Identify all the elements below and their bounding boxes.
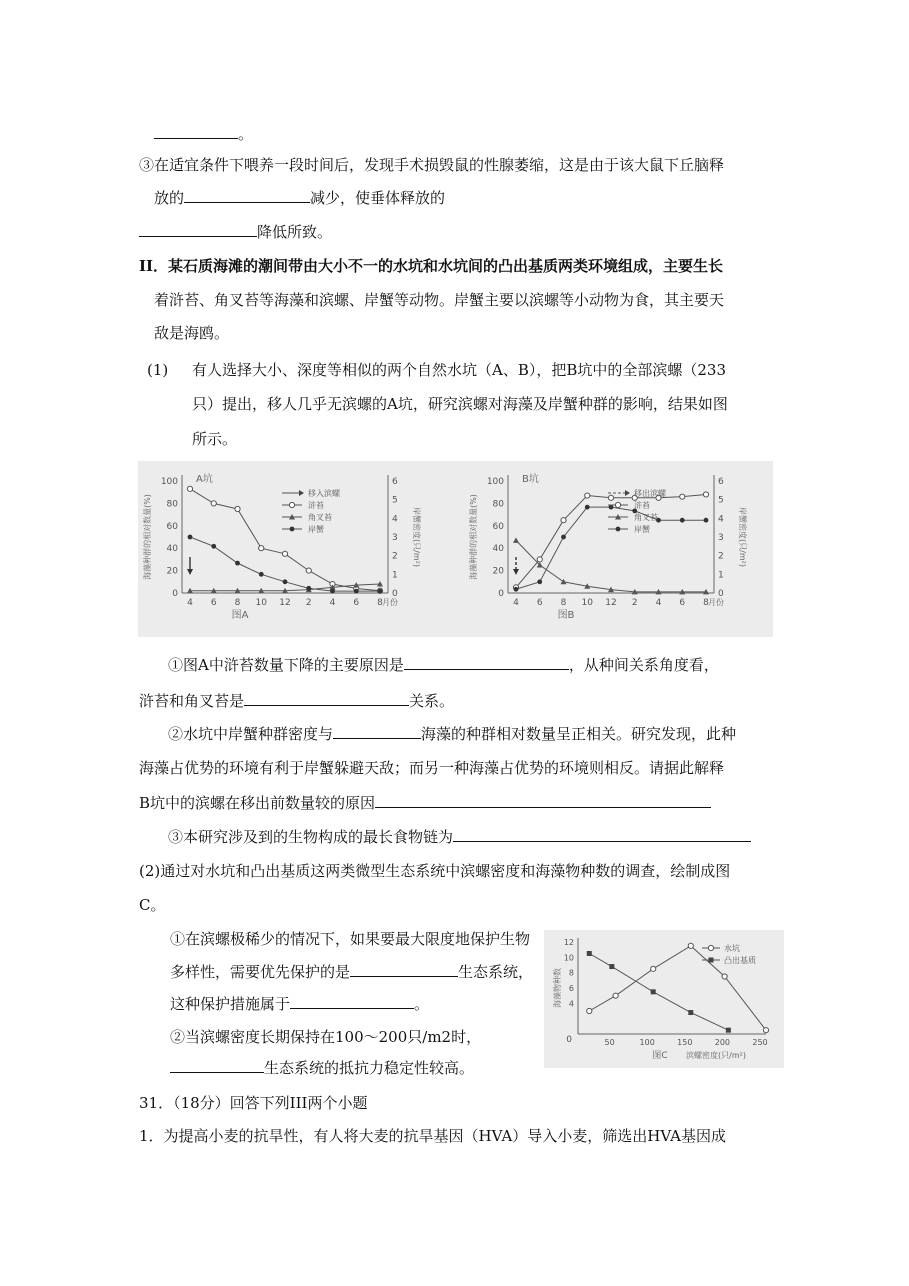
x-tick-label: 2: [305, 598, 312, 608]
legend-label: 移出滨螺: [634, 489, 666, 498]
x-tick-label: 250: [752, 1038, 768, 1047]
text: 降低所致。: [257, 223, 333, 241]
y-right-tick-label: 4: [718, 514, 724, 525]
legend-arrow: [625, 490, 630, 496]
legend-label: 浒苔: [308, 501, 324, 510]
x-unit-label: 月份: [708, 598, 724, 607]
line-q8: C。: [139, 896, 166, 914]
data-point: [704, 518, 709, 523]
data-point: [585, 493, 590, 498]
y-axis-label: 海藻物种数: [553, 968, 562, 1008]
y-tick-label: 10: [563, 953, 574, 963]
text: 浒苔和角叉苔是: [139, 692, 245, 710]
data-point: [680, 518, 685, 523]
y-right-tick-label: 1: [392, 570, 398, 581]
text: 放的: [154, 189, 185, 207]
text: 减少，使垂体释放的: [310, 189, 446, 207]
arrow-head: [187, 569, 193, 575]
legend-marker: [708, 945, 713, 950]
data-point: [354, 589, 359, 594]
answer-blank[interactable]: [404, 655, 569, 670]
legend-label: 角叉苔: [308, 513, 332, 522]
x-tick-label: 10: [255, 598, 267, 608]
data-point: [608, 495, 613, 500]
line-5: 着浒苔、角叉苔等海藻和滨螺、岸蟹等动物。岸蟹主要以滨螺等小动物为食，其主要天: [154, 291, 725, 309]
c-line-3: [170, 994, 429, 1014]
x-tick-label: 4: [655, 598, 662, 608]
series-line: [516, 507, 706, 589]
legend-label: 凸出基质: [724, 956, 756, 965]
text: 关系。: [409, 692, 455, 710]
x-tick-label: 2: [631, 598, 638, 608]
x-unit-label: 月份: [382, 598, 398, 607]
x-tick-label: 50: [604, 1038, 615, 1047]
data-point: [235, 506, 240, 511]
answer-blank[interactable]: [350, 962, 458, 977]
y-right-axis-label: 岸蟹密度(只/m²): [412, 507, 421, 567]
c-line-2: [170, 962, 533, 982]
y-right-tick-label: 2: [392, 551, 398, 562]
data-point: [537, 579, 542, 584]
series-line: [516, 540, 706, 592]
figure-caption: 图B: [557, 610, 575, 621]
data-point: [537, 557, 542, 562]
y-right-tick-label: 4: [392, 514, 398, 525]
y-tick-label: 40: [166, 544, 178, 555]
legend-marker: [709, 958, 714, 963]
data-point: [609, 964, 614, 969]
legend-marker: [616, 527, 621, 532]
data-point: [680, 494, 685, 499]
y-right-tick-label: 3: [718, 533, 724, 543]
answer-blank[interactable]: [184, 188, 310, 203]
answer-blank[interactable]: [139, 222, 257, 237]
arrow-head: [513, 569, 519, 575]
answer-blank[interactable]: [244, 691, 409, 706]
answer-blank[interactable]: [453, 827, 751, 842]
data-point: [513, 537, 519, 543]
y-tick-label: 0: [172, 589, 178, 599]
line-q4: 海藻占优势的环境有利于岸蟹躲避天敌；而另一种海藻占优势的环境则相反。请据此解释: [139, 759, 725, 777]
line-3: [139, 222, 332, 242]
c-line-5: [170, 1058, 474, 1078]
series-line: [190, 489, 380, 591]
question-1: [168, 655, 719, 675]
text: 生态系统的抵抗力稳定性较高。: [264, 1059, 475, 1077]
y-tick-label: 100: [160, 477, 178, 487]
panel-title: B坑: [522, 474, 539, 485]
x-tick-label: 6: [353, 598, 360, 608]
x-tick-label: 200: [714, 1038, 731, 1047]
question-2b: [139, 793, 711, 813]
y-tick-label: 8: [568, 968, 574, 978]
x-axis-label: 滨螺密度(只/m²): [686, 1051, 746, 1060]
x-tick-label: 8: [377, 598, 383, 608]
answer-blank[interactable]: [375, 793, 711, 808]
panel-title: A坑: [196, 474, 213, 485]
data-point: [187, 486, 192, 491]
y-right-tick-label: 5: [392, 495, 398, 506]
data-point: [259, 572, 264, 577]
x-tick-label: 6: [536, 598, 543, 608]
data-point: [283, 579, 288, 584]
data-point: [763, 1028, 768, 1033]
data-point: [561, 579, 567, 585]
x-tick-label: 10: [581, 598, 593, 608]
chart-c-svg: [544, 930, 784, 1068]
y-tick-label: 0: [498, 589, 504, 599]
c-line-4: ②当滨螺密度长期保持在100～200只/m2时，: [170, 1028, 482, 1046]
line-0: [154, 124, 253, 144]
data-point: [235, 561, 240, 566]
legend-marker: [290, 527, 295, 532]
question-31: 31．（18分）回答下列III两个小题: [139, 1094, 368, 1112]
data-point: [378, 589, 383, 594]
x-tick-label: 4: [187, 598, 193, 608]
y-tick-label: 80: [166, 499, 178, 510]
y-tick-label: 12: [563, 938, 574, 947]
y-right-tick-label: 3: [392, 533, 398, 543]
y-tick-label: 60: [492, 521, 504, 532]
x-tick-label: 8: [560, 598, 567, 608]
text: ③本研究涉及到的生物构成的最长食物链为: [168, 828, 454, 846]
text: 这种保护措施属于: [170, 995, 291, 1013]
question-3: [168, 827, 751, 847]
data-point: [561, 518, 566, 523]
y-axis-label: 海藻种群的相对数量(%): [469, 494, 478, 580]
text: 海藻的种群相对数量呈正相关。研究发现，此种: [421, 725, 737, 743]
x-tick-label: 150: [677, 1038, 693, 1047]
chart-ab-svg: [138, 461, 773, 637]
legend-label: 岸蟹: [308, 525, 324, 534]
y-right-tick-label: 5: [718, 495, 724, 506]
legend-label: 移入滨螺: [308, 489, 340, 498]
text: ①图A中浒苔数量下降的主要原因是: [168, 656, 404, 674]
data-point: [211, 501, 216, 506]
data-point: [726, 1028, 731, 1033]
data-point: [306, 586, 311, 591]
text: 。: [414, 995, 430, 1013]
y-tick-label: 60: [166, 521, 178, 532]
line-6: 敌是海鸥。: [154, 324, 230, 342]
data-point: [587, 951, 592, 956]
x-tick-label: 100: [639, 1038, 655, 1047]
data-point: [282, 551, 287, 556]
x-tick-label: 12: [279, 598, 291, 608]
figure-caption: 图C: [652, 1051, 668, 1061]
y-tick-label: 100: [486, 477, 504, 487]
line-q7: (2)通过对水坑和凸出基质这两类微型生态系统中滨螺密度和海藻物种数的调查，绘制成图: [139, 862, 731, 880]
line-32: 1．为提高小麦的抗旱性，有人将大麦的抗旱基因（HVA）导入小麦，筛选出HVA基因成: [139, 1127, 727, 1145]
data-point: [703, 492, 708, 497]
data-point: [330, 589, 335, 594]
line-9: 所示。: [192, 430, 238, 448]
answer-blank[interactable]: [333, 724, 421, 739]
legend-arrow: [299, 490, 304, 496]
text: 。: [238, 125, 254, 143]
data-point: [561, 535, 566, 540]
line-1: ③在适宜条件下喂养一段时间后，发现手术损毁鼠的性腺萎缩，这是由于该大鼠下丘脑释: [139, 156, 725, 174]
figure-c: [544, 930, 784, 1068]
x-tick-label: 6: [210, 598, 217, 608]
y-right-tick-label: 0: [718, 589, 724, 599]
answer-blank[interactable]: [154, 124, 238, 139]
legend-label: 岸蟹: [634, 525, 650, 534]
y-right-tick-label: 1: [718, 570, 724, 581]
text: B坑中的滨螺在移出前数量较的原因: [139, 794, 376, 812]
y-right-tick-label: 0: [392, 589, 398, 599]
line-2: [154, 188, 445, 208]
figure-ab: [138, 461, 773, 637]
legend-marker: [289, 502, 294, 507]
data-point: [514, 587, 519, 592]
y-right-tick-label: 6: [718, 477, 724, 487]
data-point: [306, 568, 311, 573]
figure-caption: 图A: [231, 610, 249, 621]
text: ②水坑中岸蟹种群密度与: [168, 725, 334, 743]
y-right-tick-label: 6: [392, 477, 398, 487]
data-point: [211, 544, 216, 549]
y-tick-label: 20: [166, 566, 178, 577]
text: 生态系统，: [458, 963, 534, 981]
data-point: [188, 535, 193, 540]
data-point: [688, 943, 693, 948]
data-point: [651, 966, 656, 971]
y-tick-label: 4: [568, 999, 574, 1009]
legend-label: 水坑: [724, 944, 740, 953]
y-tick-label: 80: [492, 499, 504, 510]
answer-blank[interactable]: [170, 1058, 264, 1073]
data-point: [688, 1010, 693, 1015]
y-right-axis-label: 岸蟹密度(只/m²): [738, 507, 747, 567]
y-axis-label: 海藻种群的相对数量(%): [143, 494, 152, 580]
x-tick-label: 4: [513, 598, 519, 608]
answer-blank[interactable]: [290, 994, 414, 1009]
line-8: 只）提出，移人几乎无滨螺的A坑，研究滨螺对海藻及岸蟹种群的影响，结果如图: [192, 395, 728, 413]
y-right-tick-label: 2: [718, 551, 724, 562]
y-tick-label: 0: [566, 1035, 572, 1045]
data-point: [259, 546, 264, 551]
y-tick-label: 40: [492, 544, 504, 555]
y-tick-label: 20: [492, 566, 504, 577]
legend-marker: [615, 502, 620, 507]
legend-label: 浒苔: [634, 501, 650, 510]
x-tick-label: 8: [703, 598, 709, 608]
x-tick-label: 4: [329, 598, 336, 608]
item-number: (1): [147, 361, 169, 379]
data-point: [722, 974, 727, 979]
data-point: [585, 505, 590, 510]
legend-label: 角叉苔: [634, 513, 658, 522]
x-tick-label: 6: [679, 598, 686, 608]
section-ii: II．某石质海滩的潮间带由大小不一的水坑和水坑间的凸出基质两类环境组成，主要生长: [139, 257, 724, 275]
c-line-1: ①在滨螺极稀少的情况下，如果要最大限度地保护生物: [170, 930, 531, 948]
line-7: 有人选择大小、深度等相似的两个自然水坑（A、B），把B坑中的全部滨螺（233: [192, 361, 727, 379]
question-2: [168, 724, 736, 744]
y-tick-label: 6: [568, 984, 574, 993]
x-tick-label: 8: [234, 598, 241, 608]
text: 多样性，需要优先保护的是: [170, 963, 351, 981]
text: ，从种间关系角度看，: [568, 656, 719, 674]
data-point: [651, 989, 656, 994]
data-point: [587, 1008, 592, 1013]
x-tick-label: 12: [605, 598, 617, 608]
data-point: [613, 993, 618, 998]
question-1b: [139, 691, 454, 711]
